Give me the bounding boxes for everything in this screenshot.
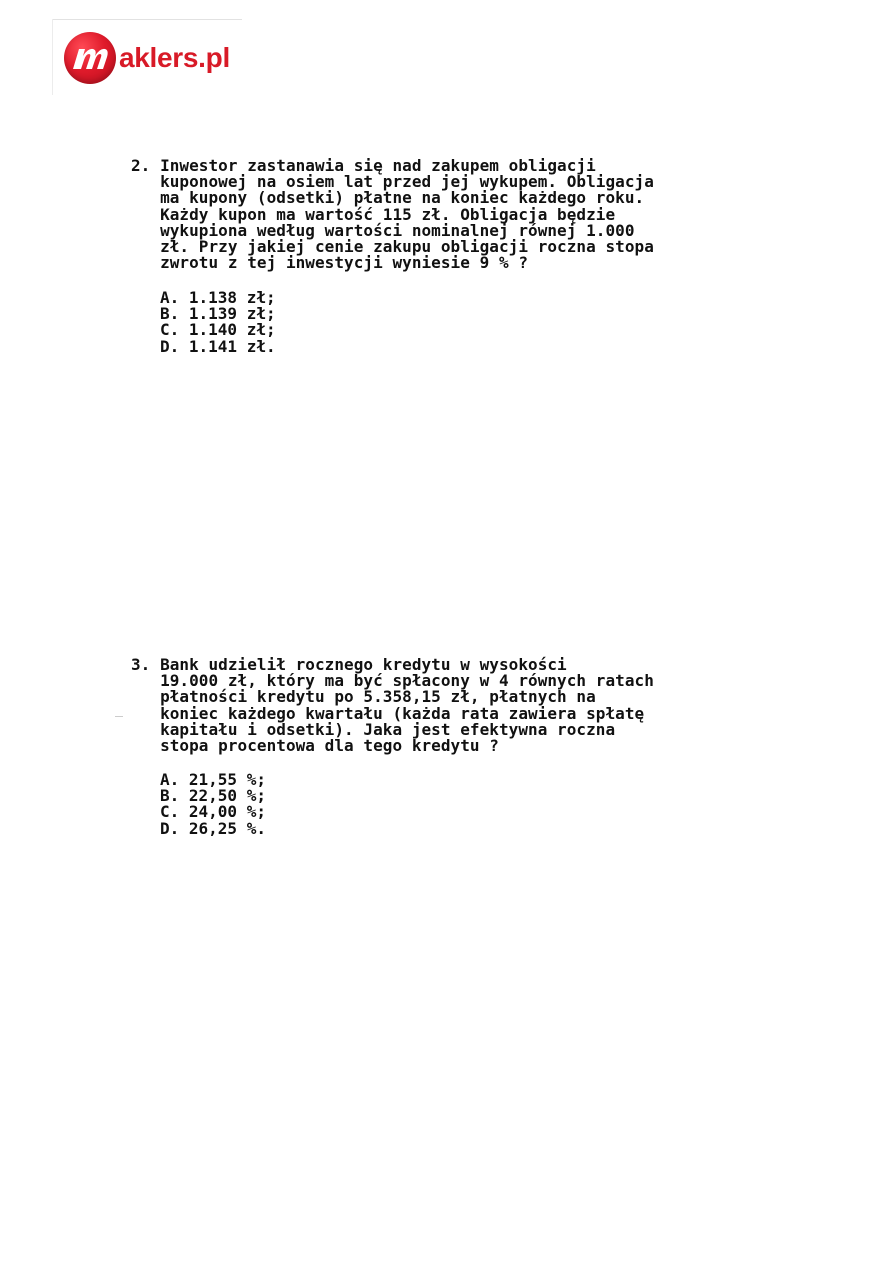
logo-wordmark: aklers.pl — [119, 42, 230, 73]
m-letter-logo-icon — [64, 32, 116, 84]
header-divider — [52, 19, 242, 20]
question-text: kapitału i odsetki). Jaka jest efektywna roczna — [160, 719, 616, 739]
question-text: ma kupony (odsetki) płatne na koniec każdego roku. — [160, 188, 645, 208]
scan-mark — [115, 716, 123, 717]
answer-option-a[interactable]: A. 21,55 %; — [160, 770, 266, 789]
question-text: koniec każdego kwartału (każda rata zawiera spłatę — [160, 703, 645, 723]
answer-option-c[interactable]: C. 24,00 %; — [160, 802, 266, 822]
answer-list-q3 — [160, 772, 266, 837]
answer-option-c[interactable]: C. 1.140 zł; — [160, 320, 276, 340]
answer-option-d[interactable]: D. 1.141 zł. — [160, 336, 276, 356]
question-text: Każdy kupon ma wartość 115 zł. Obligacja będzie — [160, 204, 616, 224]
question-number: 2. — [131, 156, 151, 175]
question-2 — [131, 158, 751, 271]
header-side-divider — [52, 19, 53, 95]
question-text: zwrotu z tej inwestycji wyniesie 9 % ? — [160, 253, 529, 273]
question-text: wykupiona według wartości nominalnej równej 1.000 — [160, 220, 635, 240]
question-text: 19.000 zł, który ma być spłacony w 4 równych ratach — [160, 671, 654, 691]
question-number: 3. — [131, 655, 151, 674]
question-text: Inwestor zastanawia się nad zakupem obligacji — [160, 156, 596, 175]
answer-option-b[interactable]: B. 1.139 zł; — [160, 304, 276, 324]
answer-option-d[interactable]: D. 26,25 %. — [160, 818, 266, 838]
question-text: stopa procentowa dla tego kredytu ? — [160, 736, 499, 756]
question-line — [131, 255, 751, 271]
question-3 — [131, 657, 751, 754]
site-logo[interactable] — [64, 30, 230, 86]
answer-option-a[interactable]: A. 1.138 zł; — [160, 288, 276, 307]
question-text: płatności kredytu po 5.358,15 zł, płatnych na — [160, 687, 596, 707]
question-text: Bank udzielił rocznego kredytu w wysokości — [160, 655, 567, 674]
question-line — [131, 738, 751, 754]
question-text: zł. Przy jakiej cenie zakupu obligacji roczna stopa — [160, 237, 654, 257]
answer-option-b[interactable]: B. 22,50 %; — [160, 786, 266, 806]
question-text: kuponowej na osiem lat przed jej wykupem. Obligacja — [160, 172, 654, 192]
answer-list-q2 — [160, 290, 276, 355]
